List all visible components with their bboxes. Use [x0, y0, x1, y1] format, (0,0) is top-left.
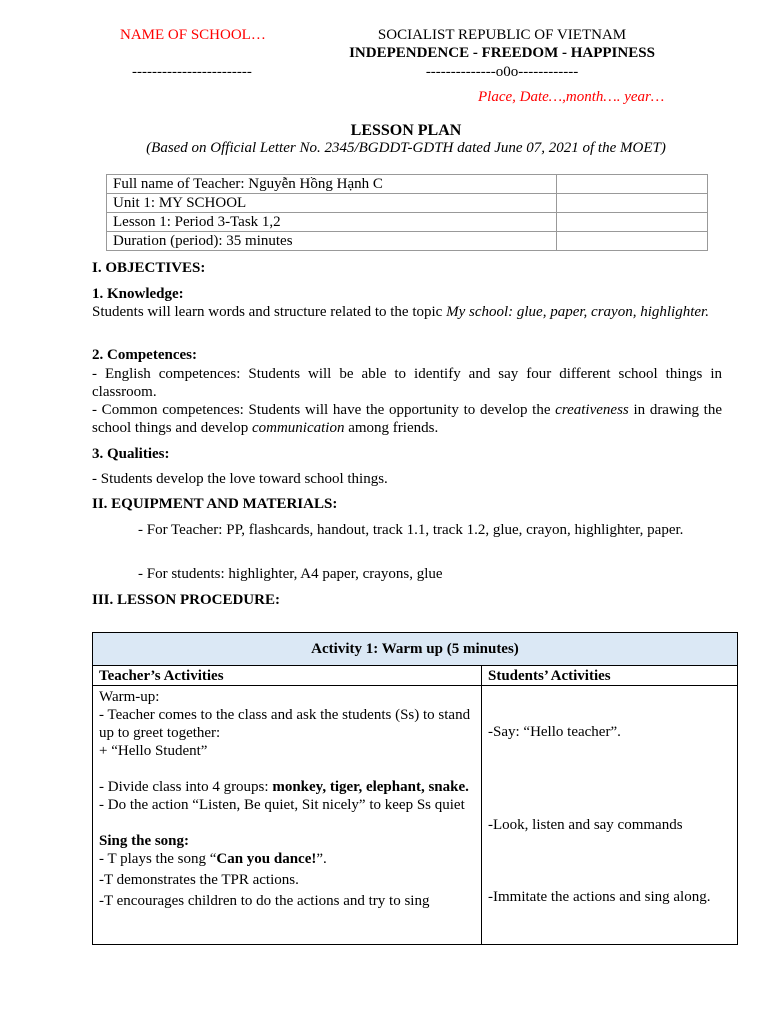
- students-activities-cell: [482, 686, 738, 945]
- info-table: [106, 174, 708, 251]
- activity-table: [92, 632, 738, 945]
- procedure-heading: III. LESSON PROCEDURE:: [92, 592, 280, 608]
- equipment-students: - For students: highlighter, A4 paper, crayons, glue: [138, 566, 443, 582]
- spacer: [99, 814, 475, 832]
- unit-cell: Unit 1: MY SCHOOL: [107, 194, 557, 213]
- student-look: -Look, listen and say commands: [488, 817, 683, 833]
- motto-divider: --------------o0o------------: [425, 64, 579, 80]
- warmup-label: Warm-up:: [99, 689, 160, 705]
- student-imitate: -Immitate the actions and sing along.: [488, 889, 711, 905]
- spacer: [99, 760, 475, 778]
- equipment-teacher: - For Teacher: PP, flashcards, handout, track 1.1, track 1.2, glue, crayon, highlighter, paper.: [138, 522, 684, 538]
- competences-heading: 2. Competences:: [92, 347, 197, 363]
- common-competences: [92, 401, 722, 437]
- table-row: [107, 175, 708, 194]
- empty-cell: [557, 175, 708, 194]
- teacher-name-cell: Full name of Teacher: Nguyễn Hồng Hạnh C: [107, 175, 557, 194]
- teacher-activities-header: Teacher’s Activities: [93, 666, 482, 686]
- teacher-activities-cell: [93, 686, 482, 945]
- table-row: [107, 194, 708, 213]
- common-comp-text-2: in drawing the school things and develop: [92, 402, 722, 436]
- teacher-action: - Do the action “Listen, Be quiet, Sit nicely” to keep Ss quiet: [99, 797, 465, 813]
- table-row: [93, 666, 738, 686]
- lesson-cell: Lesson 1: Period 3-Task 1,2: [107, 213, 557, 232]
- table-row: [93, 633, 738, 666]
- knowledge-text-main: Students will learn words and structure related to the topic: [92, 304, 447, 320]
- teacher-greet: - Teacher comes to the class and ask the students (Ss) to stand up to greet together:: [99, 707, 471, 741]
- table-row: [107, 213, 708, 232]
- school-name: NAME OF SCHOOL…: [120, 27, 266, 43]
- song-text-pre: - T plays the song “: [99, 851, 217, 867]
- common-comp-creativeness: creativeness: [555, 402, 629, 418]
- national-motto: INDEPENDENCE - FREEDOM - HAPPINESS: [349, 45, 655, 61]
- common-comp-text-1: - Common competences: Students will have the opportunity to develop the: [92, 402, 556, 418]
- teacher-hello: + “Hello Student”: [99, 743, 208, 759]
- place-date: Place, Date…,month…. year…: [478, 89, 665, 105]
- teacher-tpr: -T demonstrates the TPR actions.: [99, 872, 299, 888]
- page-subtitle: (Based on Official Letter No. 2345/BGDDT-GDTH dated June 07, 2021 of the MOET): [146, 140, 666, 156]
- teacher-song: [99, 850, 475, 868]
- knowledge-heading: 1. Knowledge:: [92, 286, 184, 302]
- students-activities-header: Students’ Activities: [482, 666, 738, 686]
- common-comp-communication: communication: [251, 420, 345, 436]
- country-name: SOCIALIST REPUBLIC OF VIETNAM: [377, 27, 627, 43]
- empty-cell: [557, 194, 708, 213]
- equipment-heading: II. EQUIPMENT AND MATERIALS:: [92, 496, 338, 512]
- objectives-heading: I. OBJECTIVES:: [92, 260, 206, 276]
- knowledge-text: [92, 303, 722, 321]
- knowledge-topic: My school: glue, paper, crayon, highlighter.: [446, 304, 709, 320]
- table-row: [93, 686, 738, 945]
- empty-cell: [557, 232, 708, 251]
- school-divider: ------------------------: [132, 64, 252, 80]
- english-competences: - English competences: Students will be able to identify and say four different school things in classroom.: [92, 366, 722, 400]
- common-comp-text-3: among friends.: [344, 420, 439, 436]
- duration-cell: Duration (period): 35 minutes: [107, 232, 557, 251]
- song-text-post: ”.: [316, 851, 327, 867]
- student-hello: -Say: “Hello teacher”.: [488, 724, 621, 740]
- qualities-text: - Students develop the love toward school things.: [92, 471, 388, 487]
- empty-cell: [557, 213, 708, 232]
- qualities-heading: 3. Qualities:: [92, 446, 170, 462]
- sing-heading: Sing the song:: [99, 833, 190, 849]
- teacher-divide: [99, 778, 475, 796]
- song-title: Can you dance!: [216, 851, 317, 867]
- table-row: [107, 232, 708, 251]
- teacher-encourage: -T encourages children to do the actions and try to sing: [99, 893, 430, 909]
- group-names: monkey, tiger, elephant, snake.: [272, 779, 469, 795]
- activity-title: Activity 1: Warm up (5 minutes): [93, 633, 738, 666]
- divide-text: - Divide class into 4 groups:: [99, 779, 273, 795]
- page-title: LESSON PLAN: [350, 122, 462, 139]
